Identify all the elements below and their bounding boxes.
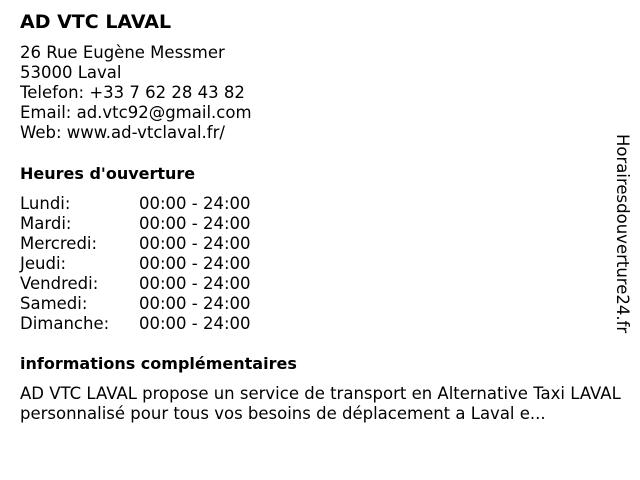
time-range: 00:00 - 24:00 <box>139 214 251 233</box>
hours-row-friday <box>20 274 251 294</box>
site-watermark: Horairesdouverture24.fr <box>613 134 632 334</box>
hours-row-thursday <box>20 254 251 274</box>
time-range: 00:00 - 24:00 <box>139 314 251 333</box>
phone-number: Telefon: +33 7 62 28 43 82 <box>20 83 245 102</box>
hours-row-tuesday <box>20 214 251 234</box>
website: Web: www.ad-vtclaval.fr/ <box>20 123 225 142</box>
opening-hours-table <box>20 194 251 334</box>
day-label: Jeudi: <box>20 254 67 273</box>
business-name: AD VTC LAVAL <box>20 11 172 33</box>
day-label: Mardi: <box>20 214 72 233</box>
email-address: Email: ad.vtc92@gmail.com <box>20 103 252 122</box>
day-label: Mercredi: <box>20 234 98 253</box>
hours-row-saturday <box>20 294 251 314</box>
info-heading: informations complémentaires <box>20 354 297 373</box>
hours-row-wednesday <box>20 234 251 254</box>
time-range: 00:00 - 24:00 <box>139 234 251 253</box>
day-label: Lundi: <box>20 194 71 213</box>
street-address: 26 Rue Eugène Messmer <box>20 43 225 62</box>
day-label: Vendredi: <box>20 274 99 293</box>
business-description: AD VTC LAVAL propose un service de transport en Alternative Taxi LAVAL personnalisé pour tous vos besoins de déplacement a Laval e... <box>20 384 621 423</box>
day-label: Dimanche: <box>20 314 110 333</box>
city-postal: 53000 Laval <box>20 63 122 82</box>
time-range: 00:00 - 24:00 <box>139 254 251 273</box>
contact-block <box>20 43 252 143</box>
hours-row-sunday <box>20 314 251 334</box>
hours-row-monday <box>20 194 251 214</box>
day-label: Samedi: <box>20 294 88 313</box>
time-range: 00:00 - 24:00 <box>139 294 251 313</box>
time-range: 00:00 - 24:00 <box>139 274 251 293</box>
hours-heading: Heures d'ouverture <box>20 164 196 183</box>
time-range: 00:00 - 24:00 <box>139 194 251 213</box>
